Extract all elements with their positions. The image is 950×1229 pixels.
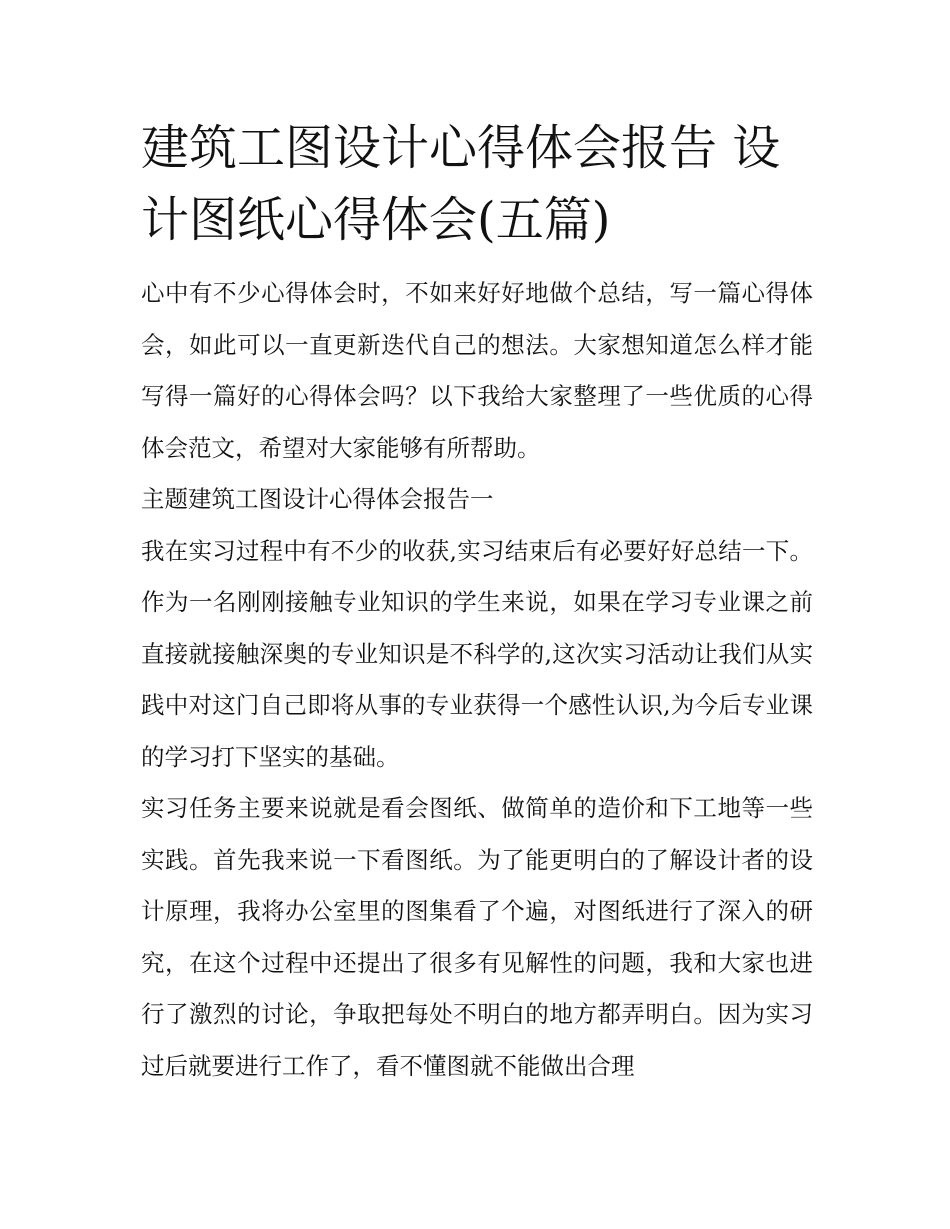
intro-paragraph: 心中有不少心得体会时，不如来好好地做个总结，写一篇心得体会，如此可以一直更新迭代自己的想法。大家想知道怎么样才能写得一篇好的心得体会吗？以下我给大家整理了一些优质的心得体会范文，希望对大家能够有所帮助。 [141,279,813,462]
document-page [141,112,813,1092]
body-paragraph-2: 实习任务主要来说就是看会图纸、做简单的造价和下工地等一些实践。首先我来说一下看图纸。为了能更明白的了解设计者的设计原理，我将办公室里的图集看了个遍，对图纸进行了深入的研究，在这个过程中还提出了很多有见解性的问题，我和大家也进行了激烈的讨论，争取把每处不明白的地方都弄明白。因为实习过后就要进行工作了，看不懂图就不能做出合理 [141,794,813,1080]
section-heading: 主题建筑工图设计心得体会报告一 [141,485,494,513]
body-paragraph-1: 我在实习过程中有不少的收获,实习结束后有必要好好总结一下。作为一名刚刚接触专业知识的学生来说，如果在学习专业课之前直接就接触深奥的专业知识是不科学的,这次实习活动让我们从实践中对这门自己即将从事的专业获得一个感性认识,为今后专业课的学习打下坚实的基础。 [141,536,813,771]
document-title: 建筑工图设计心得体会报告 设计图纸心得体会(五篇) [141,120,781,248]
